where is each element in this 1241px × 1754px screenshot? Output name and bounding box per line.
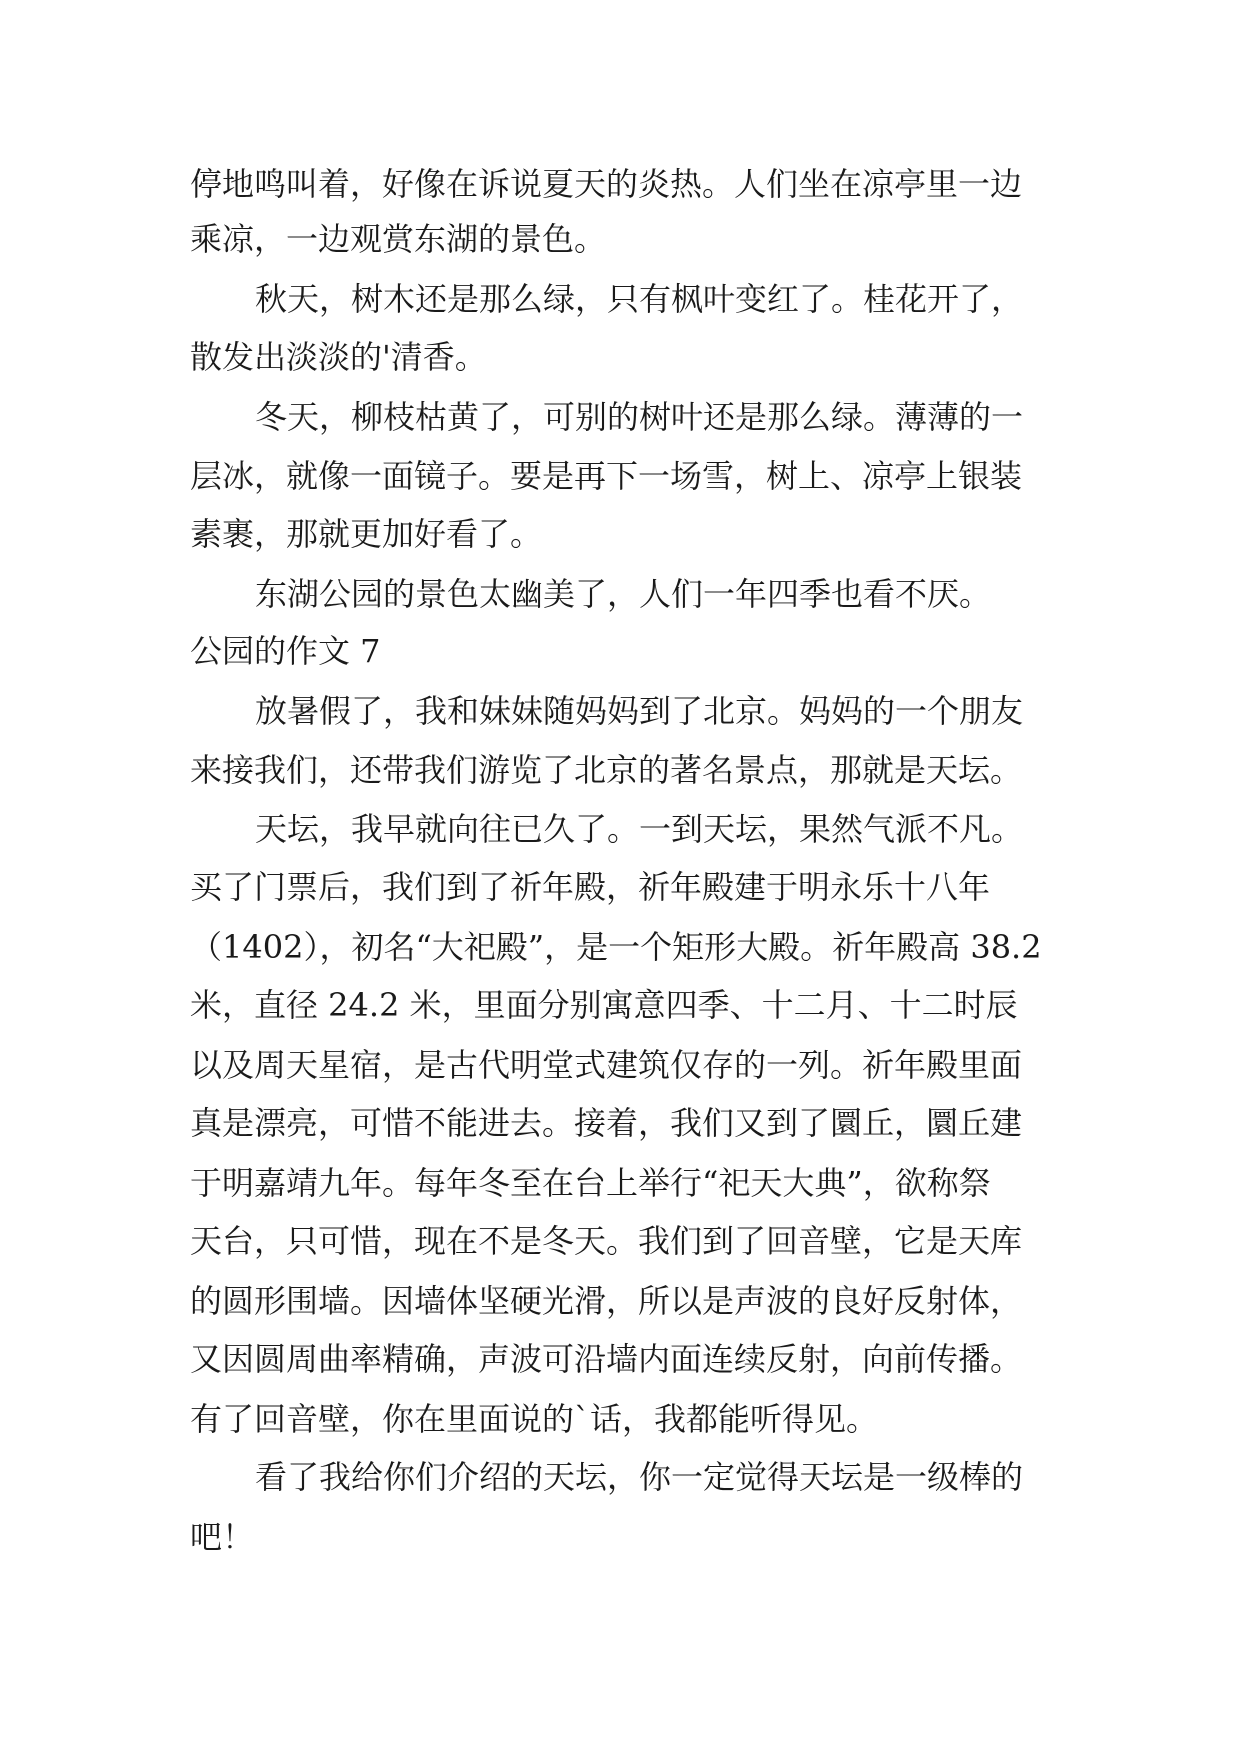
text-line: 停地鸣叫着，好像在诉说夏天的炎热。人们坐在凉亭里一边	[190, 165, 1023, 203]
text-line: 有了回音壁，你在里面说的`话，我都能听得见。	[190, 1400, 879, 1438]
text-line: 看了我给你们介绍的天坛，你一定觉得天坛是一级棒的	[255, 1458, 1024, 1496]
text-line: 真是漂亮，可惜不能进去。接着，我们又到了圜丘，圜丘建	[190, 1104, 1023, 1142]
text-line: 以及周天星宿，是古代明堂式建筑仅存的一列。祈年殿里面	[190, 1046, 1023, 1084]
text-line: 天坛，我早就向往已久了。一到天坛，果然气派不凡。	[255, 810, 1024, 848]
text-line: 素裹，那就更加好看了。	[190, 515, 543, 553]
text-line: 又因圆周曲率精确，声波可沿墙内面连续反射，向前传播。	[190, 1340, 1023, 1378]
text-line: 冬天，柳枝枯黄了，可别的树叶还是那么绿。薄薄的一	[255, 398, 1024, 436]
text-line: 米，直径 24.2 米，里面分别寓意四季、十二月、十二时辰	[190, 986, 1018, 1024]
text-line: 东湖公园的景色太幽美了，人们一年四季也看不厌。	[255, 575, 992, 613]
text-line: 天台，只可惜，现在不是冬天。我们到了回音壁，它是天库	[190, 1222, 1023, 1260]
text-line: 吧！	[190, 1518, 255, 1556]
section-heading: 公园的作文 7	[190, 632, 381, 670]
text-line: 来接我们，还带我们游览了北京的著名景点，那就是天坛。	[190, 751, 1023, 789]
text-line: 放暑假了，我和妹妹随妈妈到了北京。妈妈的一个朋友	[255, 692, 1024, 730]
text-line: 层冰，就像一面镜子。要是再下一场雪，树上、凉亭上银装	[190, 457, 1023, 495]
text-line: 乘凉，一边观赏东湖的景色。	[190, 220, 607, 258]
text-line: 的圆形围墙。因墙体坚硬光滑，所以是声波的良好反射体，	[190, 1282, 1023, 1320]
text-line: 于明嘉靖九年。每年冬至在台上举行“祀天大典”，欲称祭	[190, 1164, 991, 1202]
text-line: 散发出淡淡的'清香。	[190, 338, 487, 376]
text-line: （1402），初名“大祀殿”，是一个矩形大殿。祈年殿高 38.2	[190, 928, 1042, 966]
text-line: 秋天，树木还是那么绿，只有枫叶变红了。桂花开了，	[255, 280, 1024, 318]
text-line: 买了门票后，我们到了祈年殿，祈年殿建于明永乐十八年	[190, 868, 991, 906]
